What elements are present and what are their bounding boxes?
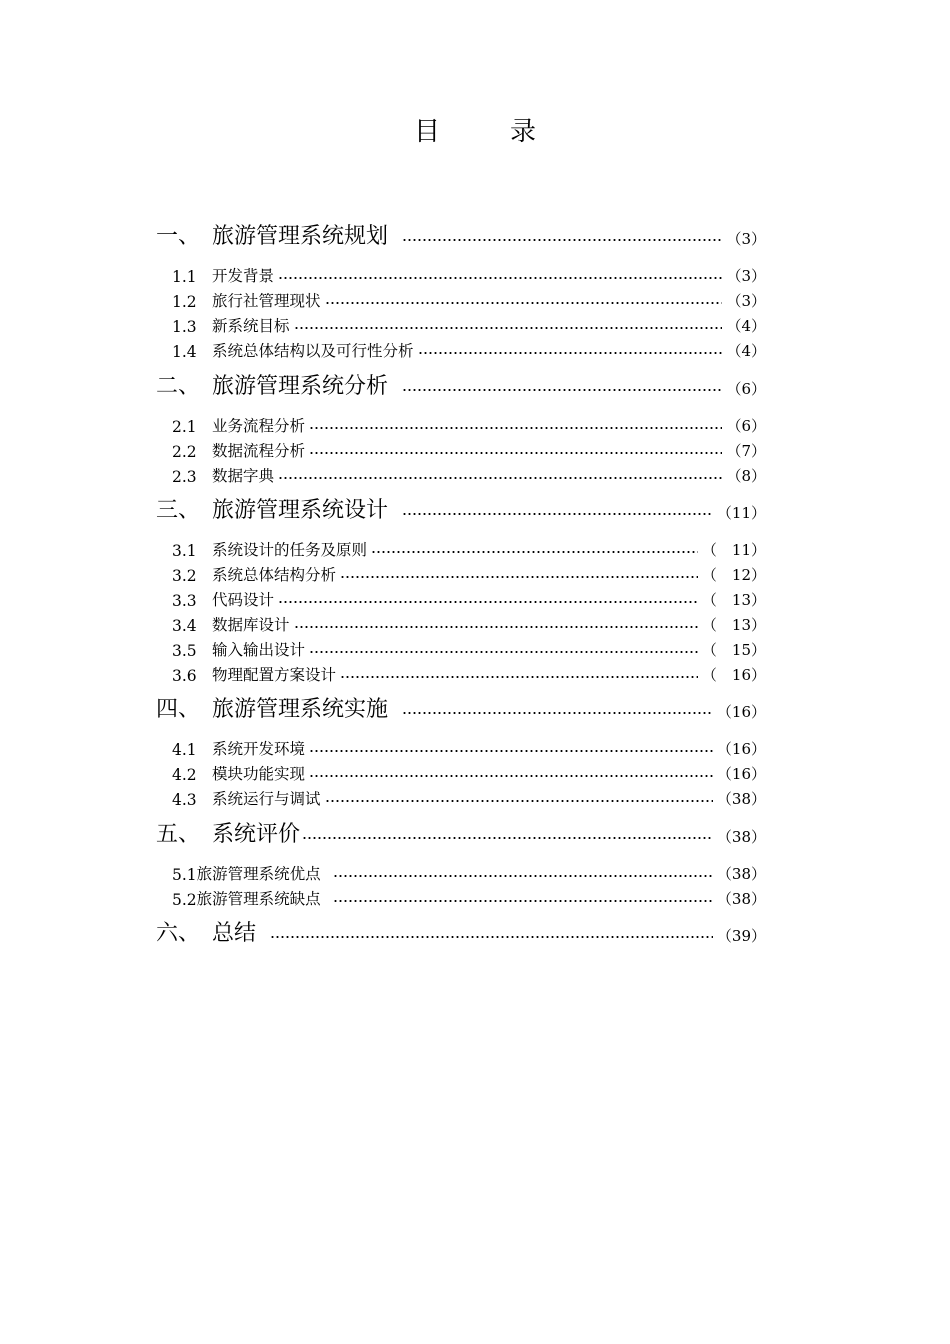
toc-label: 系统开发环境 [212,740,306,758]
toc-page: （39） [716,927,766,945]
toc-number: 1.2 [172,293,197,311]
toc-leader [302,835,713,841]
toc-label: 系统总体结构以及可行性分析 [212,342,414,360]
toc-chapter-6[interactable] [156,913,766,947]
toc-section-1-2[interactable] [172,287,766,311]
toc-label: 系统设计的任务及原则 [212,541,368,559]
toc-chapter-1[interactable] [156,216,766,250]
toc-page: （ 13） [701,591,766,609]
toc-number: 4.2 [172,766,197,784]
toc-leader [371,549,698,555]
toc-page: （11） [716,504,766,522]
toc-number: 1.3 [172,318,197,336]
toc-section-1-4[interactable] [172,337,766,361]
toc-leader [309,649,698,655]
toc-number: 5.1 [172,866,197,884]
toc-label: 新系统目标 [212,317,290,335]
toc-label: 代码设计 [212,591,275,609]
toc-number: 3.5 [172,642,197,660]
toc-leader [278,275,722,281]
toc-leader [309,425,722,431]
toc-label: 旅行社管理现状 [212,292,321,310]
toc-page: （4） [726,342,766,360]
toc-label: 模块功能实现 [212,765,306,783]
toc-label: 输入输出设计 [212,641,306,659]
toc-label: 数据字典 [212,467,275,485]
toc-label: 旅游管理系统设计 [212,498,389,523]
toc-label: 总结 [212,921,257,946]
toc-label: 系统总体结构分析 [212,566,337,584]
toc-page: （38） [716,790,766,808]
toc-number: 二、 [156,374,201,399]
toc-label: 业务流程分析 [212,417,306,435]
toc-page: （16） [716,703,766,721]
toc-section-1-1[interactable] [172,262,766,286]
toc-section-5-2[interactable] [172,885,766,909]
toc-section-3-6[interactable] [172,661,766,685]
toc-number: 1.4 [172,343,197,361]
toc-page: （3） [726,230,766,248]
toc-leader [340,574,698,580]
toc-number: 六、 [156,921,201,946]
toc-leader [294,325,723,331]
toc-section-3-2[interactable] [172,561,766,585]
toc-number: 4.1 [172,741,197,759]
toc-leader [333,873,713,879]
toc-section-1-3[interactable] [172,312,766,336]
toc-label: 系统评价 [212,822,301,847]
toc-leader [294,624,698,630]
toc-leader [325,798,713,804]
toc-number: 3.6 [172,667,197,685]
toc-leader [333,898,713,904]
toc-page: （7） [726,442,766,460]
toc-leader [278,599,698,605]
toc-leader [309,450,722,456]
toc-label: 数据库设计 [212,616,290,634]
toc-leader [309,748,713,754]
toc-number: 3.3 [172,592,197,610]
toc-leader [402,237,722,243]
toc-number: 一、 [156,224,201,249]
toc-number: 2.2 [172,443,197,461]
toc-label: 旅游管理系统规划 [212,224,389,249]
toc-number: 3.2 [172,567,197,585]
toc-number: 2.1 [172,418,197,436]
toc-page: （38） [716,890,766,908]
toc-section-3-4[interactable] [172,611,766,635]
toc-section-4-3[interactable] [172,785,766,809]
toc-title-char-2: 录 [510,117,537,147]
toc-leader [402,387,722,393]
toc-label: 旅游管理系统分析 [212,374,389,399]
toc-label: 系统运行与调试 [212,790,321,808]
toc-leader [270,934,713,940]
toc-section-2-3[interactable] [172,462,766,486]
toc-leader [309,773,713,779]
toc-label: 旅游管理系统优点 [196,865,321,883]
toc-section-3-5[interactable] [172,636,766,660]
toc-chapter-4[interactable] [156,689,766,723]
toc-section-3-3[interactable] [172,586,766,610]
toc-leader [325,300,723,306]
toc-page: （38） [716,828,766,846]
toc-leader [340,674,698,680]
toc-leader [402,511,713,517]
toc-page: （4） [726,317,766,335]
toc-page: （16） [716,740,766,758]
toc-number: 五、 [156,822,201,847]
toc-number: 4.3 [172,791,197,809]
toc-page: （8） [726,467,766,485]
toc-page: （6） [726,417,766,435]
toc-page: （ 12） [701,566,766,584]
toc-leader [418,350,723,356]
toc-section-3-1[interactable] [172,536,766,560]
toc-label: 旅游管理系统缺点 [196,890,321,908]
toc-page: （38） [716,865,766,883]
toc-title-char-1: 目 [413,117,440,147]
toc-number: 三、 [156,498,201,523]
toc-number: 2.3 [172,468,197,486]
toc-number: 四、 [156,697,201,722]
toc-page: （ 15） [701,641,766,659]
toc-section-2-2[interactable] [172,437,766,461]
toc-chapter-5[interactable] [156,814,766,848]
toc-number: 3.1 [172,542,197,560]
toc-number: 5.2 [172,891,197,909]
toc-chapter-3[interactable] [156,490,766,524]
toc-label: 物理配置方案设计 [212,666,337,684]
toc-section-4-2[interactable] [172,760,766,784]
toc-page: （3） [726,292,766,310]
toc-label: 旅游管理系统实施 [212,697,389,722]
toc-page: （ 16） [701,666,766,684]
toc-label: 数据流程分析 [212,442,306,460]
toc-label: 开发背景 [212,267,275,285]
toc-page: （3） [726,267,766,285]
toc-page: （6） [726,380,766,398]
toc-number: 3.4 [172,617,197,635]
toc-leader [278,475,722,481]
toc-page: （16） [716,765,766,783]
toc-section-5-1[interactable] [172,860,766,884]
toc-leader [402,710,713,716]
toc-section-2-1[interactable] [172,412,766,436]
toc-page: （ 13） [701,616,766,634]
toc-chapter-2[interactable] [156,366,766,400]
toc-section-4-1[interactable] [172,735,766,759]
toc-number: 1.1 [172,268,197,286]
toc-page: （ 11） [701,541,766,559]
